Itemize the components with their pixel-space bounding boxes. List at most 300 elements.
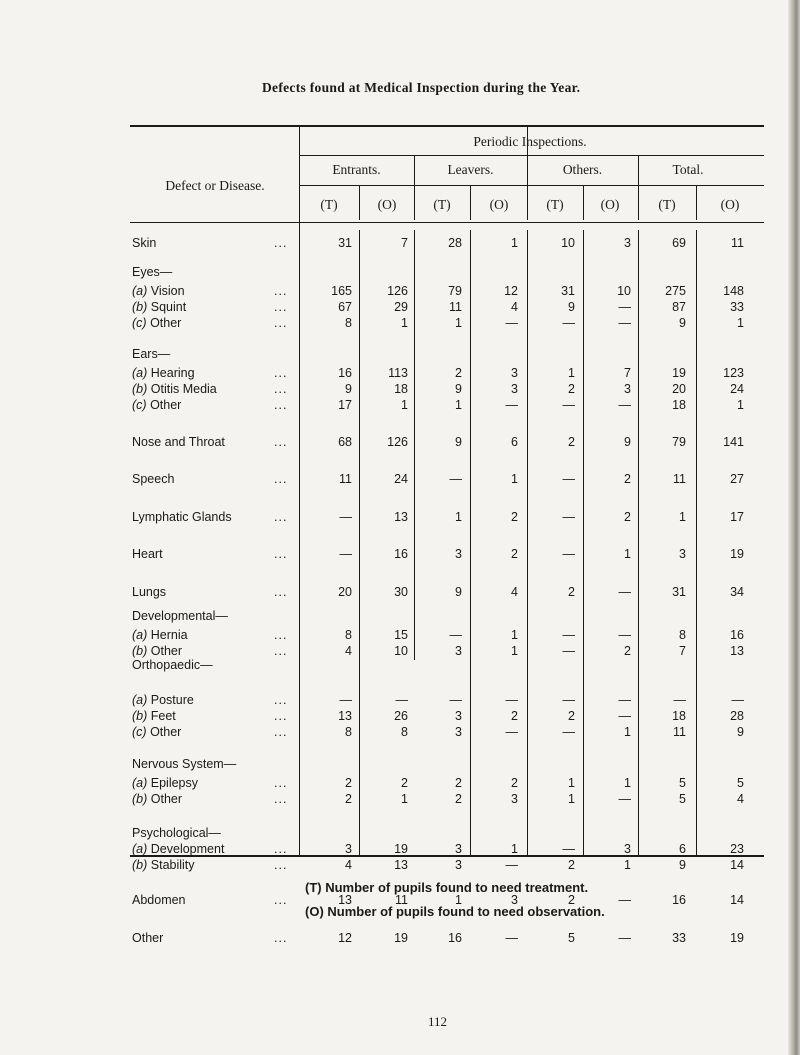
row-letter: (b) — [132, 858, 148, 872]
col-divider — [638, 185, 639, 220]
table-cell: 11 — [395, 893, 408, 907]
row-label — [132, 644, 182, 658]
group-header-leavers: Leavers. — [447, 162, 494, 177]
subheader-t: (T) — [546, 197, 564, 212]
table-cell: 5 — [679, 792, 686, 806]
table-cell: 24 — [730, 382, 744, 396]
row-label — [132, 709, 176, 723]
row-label-text: Development — [150, 842, 225, 856]
footnote-observation: (O) Number of pupils found to need observation. — [305, 904, 605, 919]
table-cell: 2 — [511, 776, 518, 790]
table-cell: 13 — [394, 858, 408, 872]
table-cell: 10 — [394, 644, 408, 658]
table-cell: — — [618, 300, 631, 314]
col-divider — [359, 230, 360, 856]
row-letter: (b) — [132, 300, 148, 314]
table-cell: — — [449, 628, 462, 642]
col-divider — [470, 230, 471, 856]
row-letter: (a) — [132, 842, 148, 856]
leader-dots: ... — [274, 585, 288, 599]
table-cell: 3 — [455, 842, 462, 856]
row-group-label: Psychological— — [132, 826, 221, 840]
row-label — [132, 316, 181, 330]
table-cell: 16 — [730, 628, 744, 642]
row-label — [132, 792, 182, 806]
table-cell: — — [562, 398, 575, 412]
table-cell: 8 — [401, 725, 408, 739]
table-cell: 13 — [730, 644, 744, 658]
table-cell: 79 — [448, 284, 462, 298]
table-cell: — — [673, 693, 686, 707]
table-cell: 19 — [672, 366, 686, 380]
table-cell: 28 — [448, 236, 462, 250]
table-cell: 2 — [624, 472, 631, 486]
table-cell: 1 — [624, 858, 631, 872]
table-cell: 141 — [723, 435, 744, 449]
table-cell: — — [505, 725, 518, 739]
table-cell: 31 — [338, 236, 352, 250]
table-cell: 7 — [679, 644, 686, 658]
row-label — [132, 842, 224, 856]
table-cell: 2 — [455, 792, 462, 806]
table-cell: 2 — [568, 435, 575, 449]
table-cell: 8 — [345, 628, 352, 642]
row-label-text: Vision — [150, 284, 185, 298]
table-cell: 9 — [568, 300, 575, 314]
table-cell: — — [562, 316, 575, 330]
table-cell: 11 — [673, 472, 686, 486]
row-label-text: Stability — [150, 858, 195, 872]
table-cell: 4 — [511, 585, 518, 599]
table-cell: 3 — [455, 644, 462, 658]
header-rule — [299, 185, 764, 186]
row-group-label: Skin — [132, 236, 157, 250]
table-cell: 2 — [401, 776, 408, 790]
row-label — [132, 725, 181, 739]
table-cell: 33 — [730, 300, 744, 314]
row-label-text: Otitis Media — [150, 382, 217, 396]
col-divider — [414, 230, 415, 660]
table-cell: 3 — [624, 236, 631, 250]
table-cell: 8 — [679, 628, 686, 642]
col-divider — [583, 230, 584, 856]
leader-dots: ... — [274, 725, 288, 739]
row-letter: (a) — [132, 284, 148, 298]
table-cell: — — [505, 931, 518, 945]
subheader-t: (T) — [433, 197, 451, 212]
table-cell: 34 — [730, 585, 744, 599]
table-cell: 2 — [345, 776, 352, 790]
table-cell: 2 — [624, 510, 631, 524]
table-cell: 123 — [723, 366, 744, 380]
table-cell: 126 — [387, 435, 408, 449]
table-cell: 9 — [345, 382, 352, 396]
table-cell: 1 — [455, 510, 462, 524]
table-cell: 2 — [511, 709, 518, 723]
row-letter: (a) — [132, 366, 148, 380]
table-cell: 16 — [448, 931, 462, 945]
table-cell: — — [562, 628, 575, 642]
subheader-o: (O) — [720, 197, 740, 212]
table-cell: 3 — [511, 792, 518, 806]
table-cell: — — [449, 472, 462, 486]
row-letter: (a) — [132, 628, 148, 642]
table-cell: 19 — [730, 547, 744, 561]
table-cell: 3 — [455, 725, 462, 739]
table-cell: — — [562, 472, 575, 486]
table-cell: 3 — [455, 547, 462, 561]
table-cell: 2 — [345, 792, 352, 806]
subheader-o: (O) — [600, 197, 620, 212]
table-cell: — — [505, 316, 518, 330]
leader-dots: ... — [274, 893, 288, 907]
row-group-label: Other — [132, 931, 164, 945]
leader-dots: ... — [274, 709, 288, 723]
table-cell: 1 — [455, 893, 462, 907]
row-label-text: Other — [150, 644, 183, 658]
table-cell: 17 — [730, 510, 744, 524]
leader-dots: ... — [274, 931, 288, 945]
page-edge-shadow — [788, 0, 800, 1055]
leader-dots: ... — [274, 510, 288, 524]
leader-dots: ... — [274, 776, 288, 790]
table-cell: 2 — [568, 585, 575, 599]
table-cell: 8 — [345, 725, 352, 739]
col-divider — [527, 185, 528, 220]
table-cell: 69 — [672, 236, 686, 250]
table-cell: 11 — [339, 472, 352, 486]
table-cell: 14 — [730, 858, 744, 872]
table-cell: 1 — [401, 316, 408, 330]
table-cell: 113 — [388, 366, 408, 380]
table-cell: 31 — [561, 284, 575, 298]
table-cell: 16 — [672, 893, 686, 907]
table-cell: — — [505, 858, 518, 872]
subheader-o: (O) — [489, 197, 509, 212]
defect-column-header: Defect or Disease. — [165, 178, 265, 193]
table-cell: 5 — [679, 776, 686, 790]
table-cell: 29 — [394, 300, 408, 314]
table-cell: — — [562, 725, 575, 739]
row-label-text: Hernia — [150, 628, 188, 642]
table-cell: 1 — [568, 776, 575, 790]
table-cell: 4 — [345, 644, 352, 658]
table-cell: — — [618, 792, 631, 806]
table-cell: 2 — [455, 366, 462, 380]
table-cell: 126 — [387, 284, 408, 298]
table-cell: 87 — [672, 300, 686, 314]
table-cell: 1 — [624, 547, 631, 561]
table-cell: 3 — [345, 842, 352, 856]
table-cell: 11 — [731, 236, 744, 250]
row-label-text: Squint — [150, 300, 187, 314]
row-letter: (b) — [132, 792, 148, 806]
table-cell: 3 — [679, 547, 686, 561]
leader-dots: ... — [274, 644, 288, 658]
row-label — [132, 858, 195, 872]
table-cell: 6 — [511, 435, 518, 449]
leader-dots: ... — [274, 435, 288, 449]
table-top-rule — [130, 125, 764, 127]
table-cell: 19 — [730, 931, 744, 945]
table-cell: 4 — [511, 300, 518, 314]
row-group-label: Developmental— — [132, 609, 228, 623]
table-cell: — — [618, 316, 631, 330]
leader-dots: ... — [274, 236, 288, 250]
table-cell: 5 — [568, 931, 575, 945]
table-cell: 28 — [730, 709, 744, 723]
leader-dots: ... — [274, 547, 288, 561]
table-cell: 1 — [511, 472, 518, 486]
table-cell: 2 — [568, 858, 575, 872]
footnote-treatment: (T) Number of pupils found to need treatment. — [305, 880, 589, 895]
table-cell: 12 — [338, 931, 352, 945]
table-cell: 1 — [511, 842, 518, 856]
row-label — [132, 366, 195, 380]
table-cell: — — [618, 585, 631, 599]
row-label — [132, 284, 185, 298]
col-divider — [359, 185, 360, 220]
table-cell: 2 — [568, 893, 575, 907]
table-cell: 1 — [624, 776, 631, 790]
row-group-label: Eyes— — [132, 265, 173, 279]
table-cell: 9 — [455, 585, 462, 599]
table-cell: 1 — [511, 236, 518, 250]
table-cell: 17 — [338, 398, 352, 412]
row-label — [132, 628, 188, 642]
table-cell: 18 — [394, 382, 408, 396]
table-cell: 9 — [737, 725, 744, 739]
row-letter: (b) — [132, 382, 148, 396]
table-cell: 18 — [672, 709, 686, 723]
table-cell: — — [731, 693, 744, 707]
table-cell: 79 — [672, 435, 686, 449]
group-header-entrants: Entrants. — [332, 162, 381, 177]
table-cell: 165 — [331, 284, 352, 298]
table-cell: 67 — [338, 300, 352, 314]
table-cell: 1 — [568, 792, 575, 806]
table-cell: 7 — [624, 366, 631, 380]
table-cell: 2 — [624, 644, 631, 658]
row-group-label: Nervous System— — [132, 757, 237, 771]
table-cell: — — [618, 398, 631, 412]
table-cell: 24 — [394, 472, 408, 486]
leader-dots: ... — [274, 792, 288, 806]
table-cell: 1 — [511, 644, 518, 658]
row-label-text: Posture — [150, 693, 194, 707]
table-cell: 16 — [338, 366, 352, 380]
table-cell: 148 — [723, 284, 744, 298]
leader-dots: ... — [274, 398, 288, 412]
row-group-label: Abdomen — [132, 893, 186, 907]
table-cell: 8 — [345, 316, 352, 330]
leader-dots: ... — [274, 472, 288, 486]
table-cell: 10 — [617, 284, 631, 298]
row-letter: (a) — [132, 693, 148, 707]
table-cell: 9 — [455, 435, 462, 449]
table-cell: 7 — [401, 236, 408, 250]
table-cell: 1 — [455, 398, 462, 412]
table-cell: — — [562, 644, 575, 658]
table-cell: 1 — [737, 316, 744, 330]
table-cell: 1 — [401, 398, 408, 412]
row-group-label: Orthopaedic— — [132, 658, 213, 672]
table-cell: 19 — [394, 931, 408, 945]
subheader-o: (O) — [377, 197, 397, 212]
table-cell: — — [618, 893, 631, 907]
table-cell: 9 — [679, 316, 686, 330]
col-divider — [583, 185, 584, 220]
table-cell: — — [618, 931, 631, 945]
table-cell: — — [449, 693, 462, 707]
table-cell: 10 — [561, 236, 575, 250]
header-rule — [299, 155, 764, 156]
group-header-total: Total. — [672, 162, 704, 177]
table-cell: 19 — [394, 842, 408, 856]
table-cell: 23 — [730, 842, 744, 856]
table-cell: — — [395, 693, 408, 707]
table-cell: 2 — [568, 709, 575, 723]
table-cell: — — [339, 510, 352, 524]
header-rule — [130, 222, 764, 223]
col-divider — [696, 185, 697, 220]
table-cell: 31 — [672, 585, 686, 599]
row-label-text: Hearing — [150, 366, 195, 380]
table-cell: 27 — [730, 472, 744, 486]
table-cell: — — [505, 398, 518, 412]
table-cell: 9 — [679, 858, 686, 872]
table-cell: 3 — [624, 382, 631, 396]
col-divider — [638, 230, 639, 856]
row-group-label: Nose and Throat — [132, 435, 225, 449]
table-cell: 13 — [394, 510, 408, 524]
row-letter: (b) — [132, 644, 148, 658]
row-letter: (c) — [132, 398, 147, 412]
table-cell: 6 — [679, 842, 686, 856]
table-cell: 20 — [338, 585, 352, 599]
table-cell: 5 — [737, 776, 744, 790]
row-label — [132, 398, 181, 412]
table-cell: 3 — [511, 893, 518, 907]
row-label — [132, 776, 198, 790]
col-divider — [696, 230, 697, 856]
leader-dots: ... — [274, 628, 288, 642]
table-cell: 3 — [455, 709, 462, 723]
table-cell: 1 — [568, 366, 575, 380]
table-cell: 20 — [672, 382, 686, 396]
table-cell: — — [562, 510, 575, 524]
row-label-text: Epilepsy — [150, 776, 199, 790]
table-cell: 2 — [511, 510, 518, 524]
table-cell: 30 — [394, 585, 408, 599]
subheader-t: (T) — [658, 197, 676, 212]
row-group-label: Lymphatic Glands — [132, 510, 232, 524]
table-cell: 3 — [511, 382, 518, 396]
table-cell: 1 — [679, 510, 686, 524]
leader-dots: ... — [274, 366, 288, 380]
subheader-t: (T) — [320, 197, 338, 212]
table-cell: — — [618, 628, 631, 642]
col-divider — [527, 230, 528, 856]
table-cell: 2 — [455, 776, 462, 790]
row-label — [132, 693, 194, 707]
leader-dots: ... — [274, 316, 288, 330]
table-cell: — — [505, 693, 518, 707]
leader-dots: ... — [274, 284, 288, 298]
group-header-others: Others. — [562, 162, 603, 177]
col-divider — [470, 185, 471, 220]
table-cell: 3 — [455, 858, 462, 872]
table-cell: 3 — [511, 366, 518, 380]
table-cell: 275 — [665, 284, 686, 298]
table-cell: 1 — [737, 398, 744, 412]
table-cell: 26 — [394, 709, 408, 723]
table-cell: 33 — [672, 931, 686, 945]
table-cell: 2 — [511, 547, 518, 561]
table-cell: — — [618, 693, 631, 707]
row-group-label: Heart — [132, 547, 163, 561]
row-label-text: Other — [150, 725, 182, 739]
table-cell: — — [339, 547, 352, 561]
table-cell: 2 — [568, 382, 575, 396]
table-cell: 1 — [401, 792, 408, 806]
leader-dots: ... — [274, 858, 288, 872]
table-cell: 13 — [338, 893, 352, 907]
row-label — [132, 300, 186, 314]
table-cell: 15 — [394, 628, 408, 642]
row-group-label: Speech — [132, 472, 175, 486]
leader-dots: ... — [274, 382, 288, 396]
table-cell: 1 — [455, 316, 462, 330]
table-cell: 11 — [673, 725, 686, 739]
row-label-text: Other — [150, 792, 183, 806]
table-cell: 4 — [345, 858, 352, 872]
table-cell: 14 — [730, 893, 744, 907]
leader-dots: ... — [274, 693, 288, 707]
col-divider — [299, 126, 300, 856]
table-cell: 4 — [737, 792, 744, 806]
table-cell: — — [562, 693, 575, 707]
table-cell: 9 — [624, 435, 631, 449]
table-cell: 11 — [449, 300, 462, 314]
periodic-inspections-header: Periodic Inspections. — [473, 134, 587, 149]
row-label-text: Feet — [150, 709, 176, 723]
row-letter: (c) — [132, 725, 147, 739]
row-label — [132, 382, 217, 396]
table-cell: — — [618, 709, 631, 723]
table-cell: 12 — [504, 284, 518, 298]
table-cell: 13 — [338, 709, 352, 723]
row-group-label: Ears— — [132, 347, 171, 361]
leader-dots: ... — [274, 300, 288, 314]
row-letter: (c) — [132, 316, 147, 330]
table-cell: — — [562, 842, 575, 856]
table-cell: 18 — [672, 398, 686, 412]
table-cell: 1 — [624, 725, 631, 739]
table-cell: 9 — [455, 382, 462, 396]
row-label-text: Other — [150, 398, 182, 412]
table-cell: 3 — [624, 842, 631, 856]
table-cell: — — [339, 693, 352, 707]
row-letter: (b) — [132, 709, 148, 723]
leader-dots: ... — [274, 842, 288, 856]
row-group-label: Lungs — [132, 585, 167, 599]
row-letter: (a) — [132, 776, 148, 790]
table-cell: 1 — [511, 628, 518, 642]
page-title: Defects found at Medical Inspection during the Year. — [262, 80, 581, 95]
col-divider — [414, 185, 415, 220]
page-number: 112 — [428, 1014, 448, 1029]
